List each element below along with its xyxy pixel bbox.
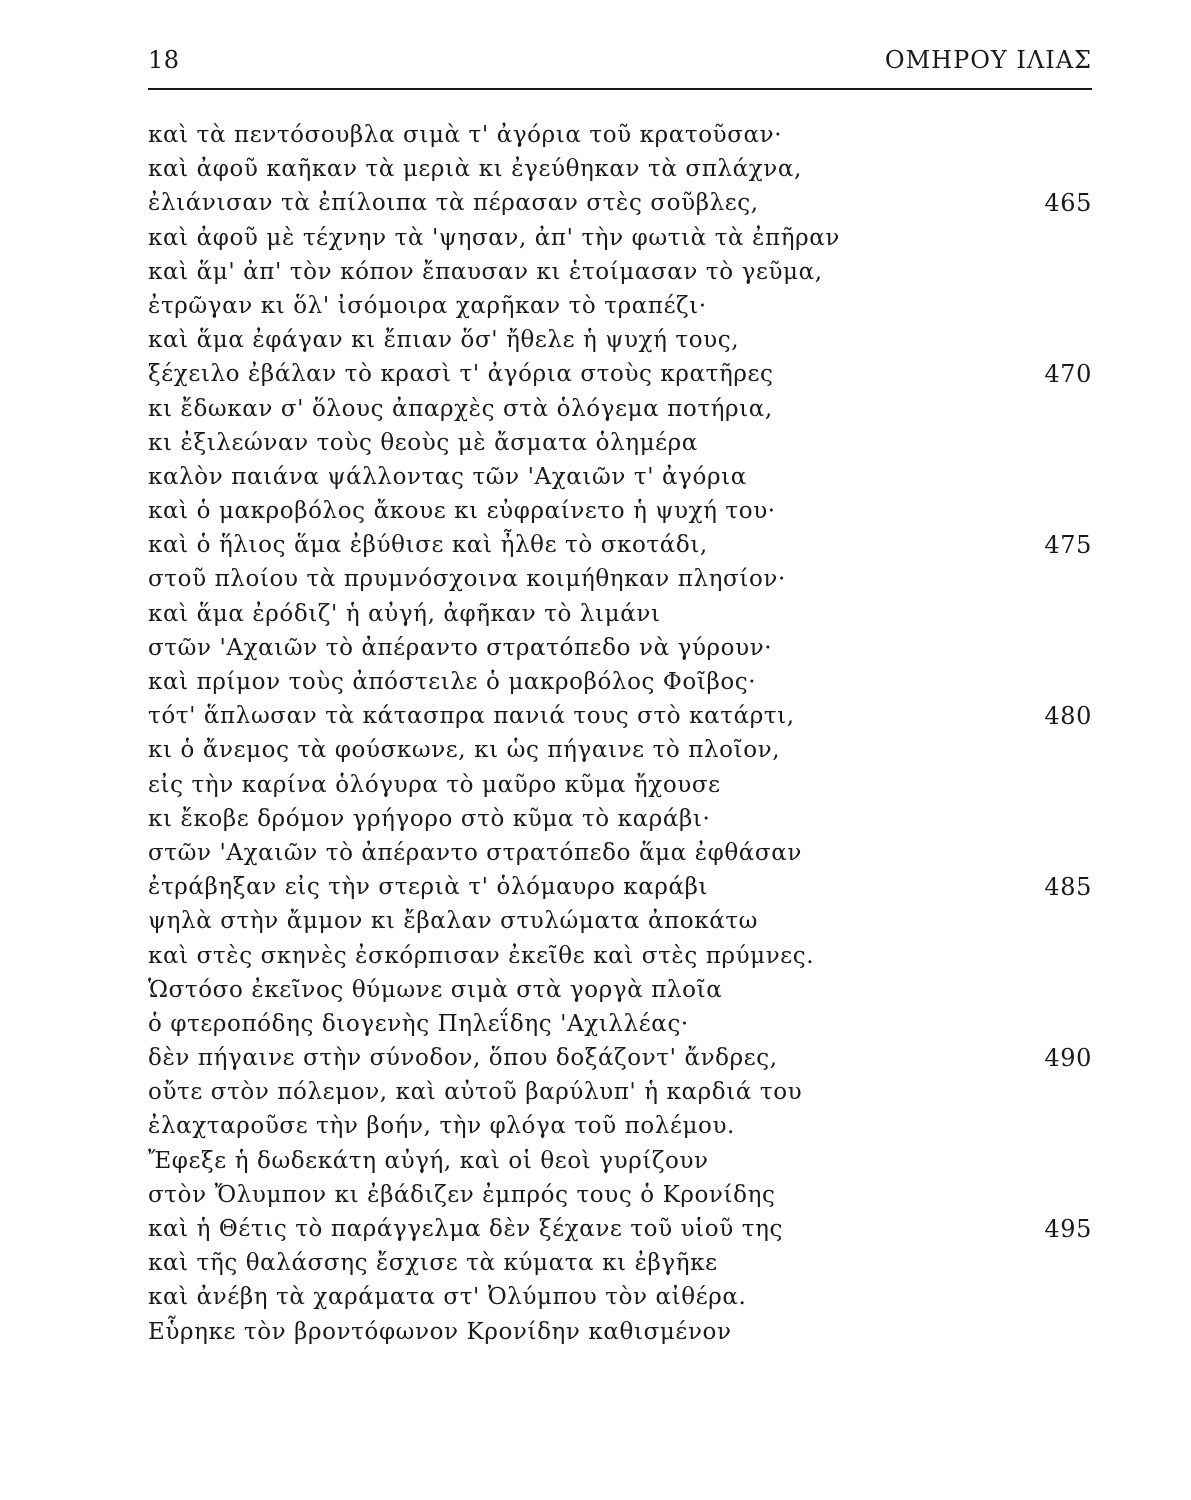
verse-text: καὶ ἀφοῦ μὲ τέχνην τὰ 'ψησαν, ἀπ' τὴν φωτιὰ τὰ ἐπῆραν	[148, 224, 840, 251]
verse-text: καὶ ὁ μακροβόλος ἄκουε κι εὐφραίνετο ἡ ψυχή του·	[148, 498, 776, 525]
verse-line	[148, 1007, 1092, 1041]
verse-text: δὲν πήγαινε στὴν σύνοδον, ὅπου δοξάζοντ' ἄνδρες,	[148, 1045, 778, 1072]
verse-line	[148, 323, 1092, 357]
verse-line	[148, 1144, 1092, 1178]
verse-line	[148, 1212, 1092, 1246]
verse-text: καὶ ἅμ' ἀπ' τὸν κόπον ἔπαυσαν κι ἑτοίμασαν τὸ γεῦμα,	[148, 258, 823, 285]
verse-text: κι ἔδωκαν σ' ὅλους ἀπαρχὲς στὰ ὁλόγεμα ποτήρια,	[148, 395, 773, 422]
verse-text: καὶ πρίμον τοὺς ἀπόστειλε ὁ μακροβόλος Φοῖβος·	[148, 669, 757, 695]
verse-text: στὸν Ὄλυμπον κι ἐβάδιζεν ἐμπρός τους ὁ Κρονίδης	[148, 1181, 776, 1208]
verse-line	[148, 1315, 1092, 1349]
verse-text: κι ἐξιλεώναν τοὺς θεοὺς μὲ ἄσματα ὁλημέρα	[148, 429, 698, 456]
line-number: 475	[1044, 531, 1092, 560]
verse-text: κι ὁ ἄνεμος τὰ φούσκωνε, κι ὡς πήγαινε τὸ πλοῖον,	[148, 737, 781, 764]
line-number: 495	[1044, 1215, 1092, 1243]
verse-line	[148, 1280, 1092, 1314]
verse-text: κι ἔκοβε δρόμον γρήγορο στὸ κῦμα τὸ καράβι·	[148, 805, 711, 832]
verse-line	[148, 1246, 1092, 1280]
verse-line	[148, 768, 1092, 802]
verse-line	[148, 562, 1092, 596]
verse-text: στῶν 'Αχαιῶν τὸ ἀπέραντο στρατόπεδο νὰ γύρουν·	[148, 634, 773, 661]
verse-line	[148, 186, 1092, 220]
verse-text: καὶ ἅμα ἐρόδιζ' ἡ αὐγή, ἀφῆκαν τὸ λιμάνι	[148, 600, 661, 627]
verse-text: τότ' ἅπλωσαν τὰ κάτασπρα πανιά τους στὸ κατάρτι,	[148, 703, 795, 730]
verse-line	[148, 665, 1092, 699]
verse-line	[148, 802, 1092, 836]
verse-line	[148, 973, 1092, 1007]
verse-line	[148, 1041, 1092, 1075]
verse-text: ἐτρῶγαν κι ὅλ' ἰσόμοιρα χαρῆκαν τὸ τραπέζι·	[148, 292, 707, 319]
verse-text: ἐλαχταροῦσε τὴν βοήν, τὴν φλόγα τοῦ πολέμου.	[148, 1113, 735, 1140]
verse-line	[148, 255, 1092, 289]
verse-line	[148, 939, 1092, 973]
verse-line	[148, 597, 1092, 631]
page-number: 18	[148, 46, 180, 74]
verse-text: καὶ τῆς θαλάσσης ἔσχισε τὰ κύματα κι ἐβγῆκε	[148, 1250, 718, 1277]
verse-text: εἰς τὴν καρίνα ὁλόγυρα τὸ μαῦρο κῦμα ἤχουσε	[148, 771, 721, 798]
verse-line	[148, 1109, 1092, 1143]
running-title: ΟΜΗΡΟΥ ΙΛΙΑΣ	[884, 46, 1092, 74]
verse-text: καὶ τὰ πεντόσουβλα σιμὰ τ' ἀγόρια τοῦ κρατοῦσαν·	[148, 122, 783, 148]
verse-line	[148, 699, 1092, 733]
verse-text: καὶ ἀνέβη τὰ χαράματα στ' Ὀλύμπου τὸν αἰθέρα.	[148, 1284, 747, 1311]
verse-text: ἐλιάνισαν τὰ ἐπίλοιπα τὰ πέρασαν στὲς σοῦβλες,	[148, 190, 759, 217]
verse-text: ψηλὰ στὴν ἄμμον κι ἔβαλαν στυλώματα ἀποκάτω	[148, 908, 759, 935]
verse-text: στοῦ πλοίου τὰ πρυμνόσχοινα κοιμήθηκαν πλησίον·	[148, 566, 786, 593]
verse-line	[148, 357, 1092, 391]
verse-text: οὔτε στὸν πόλεμον, καὶ αὐτοῦ βαρύλυπ' ἡ καρδιά του	[148, 1079, 803, 1106]
verse-text: ἐτράβηξαν εἰς τὴν στεριὰ τ' ὁλόμαυρο καράβι	[148, 874, 709, 901]
header-rule	[148, 88, 1092, 90]
line-number: 490	[1044, 1044, 1092, 1073]
verse-line	[148, 836, 1092, 870]
verse-text: καὶ ὁ ἥλιος ἅμα ἐβύθισε καὶ ἦλθε τὸ σκοτάδι,	[148, 532, 708, 559]
verse-text: Ἔφεξε ἡ δωδεκάτη αὐγή, καὶ οἱ θεοὶ γυρίζουν	[148, 1147, 709, 1174]
verse-line	[148, 289, 1092, 323]
verse-line	[148, 1178, 1092, 1212]
verse-line	[148, 904, 1092, 938]
line-number: 470	[1044, 360, 1092, 389]
line-number: 465	[1044, 189, 1092, 218]
verse-text: καὶ ἅμα ἐφάγαν κι ἔπιαν ὅσ' ἤθελε ἡ ψυχή τους,	[148, 327, 740, 354]
verse-text: Εὗρηκε τὸν βροντόφωνον Κρονίδην καθισμένον	[148, 1318, 732, 1345]
verse-text: στῶν 'Αχαιῶν τὸ ἀπέραντο στρατόπεδο ἅμα ἐφθάσαν	[148, 839, 802, 866]
verse-text: Ὡστόσο ἐκεῖνος θύμωνε σιμὰ στὰ γοργὰ πλοῖα	[148, 976, 723, 1003]
verse-text: ὁ φτεροπόδης διογενὴς Πηλεΐδης 'Αχιλλέας·	[148, 1010, 689, 1037]
verse-line	[148, 392, 1092, 426]
verse-line	[148, 118, 1092, 152]
verse-text: ξέχειλο ἐβάλαν τὸ κρασὶ τ' ἀγόρια στοὺς κρατῆρες	[148, 361, 774, 388]
page-header	[148, 46, 1092, 82]
verse-text: καὶ ἡ Θέτις τὸ παράγγελμα δὲν ξέχανε τοῦ υἱοῦ της	[148, 1216, 783, 1242]
line-number: 485	[1044, 873, 1092, 902]
verse-text: καὶ ἀφοῦ καῆκαν τὰ μεριὰ κι ἐγεύθηκαν τὰ σπλάχνα,	[148, 156, 802, 183]
verse-list	[148, 118, 1092, 1349]
line-number: 480	[1044, 702, 1092, 731]
verse-line	[148, 152, 1092, 186]
verse-line	[148, 870, 1092, 904]
verse-line	[148, 221, 1092, 255]
verse-line	[148, 631, 1092, 665]
verse-line	[148, 426, 1092, 460]
verse-line	[148, 1075, 1092, 1109]
verse-line	[148, 528, 1092, 562]
verse-text: καλὸν παιάνα ψάλλοντας τῶν 'Αχαιῶν τ' ἀγόρια	[148, 463, 747, 490]
verse-line	[148, 733, 1092, 767]
verse-line	[148, 460, 1092, 494]
verse-line	[148, 494, 1092, 528]
verse-text: καὶ στὲς σκηνὲς ἐσκόρπισαν ἐκεῖθε καὶ στὲς πρύμνες.	[148, 942, 815, 969]
